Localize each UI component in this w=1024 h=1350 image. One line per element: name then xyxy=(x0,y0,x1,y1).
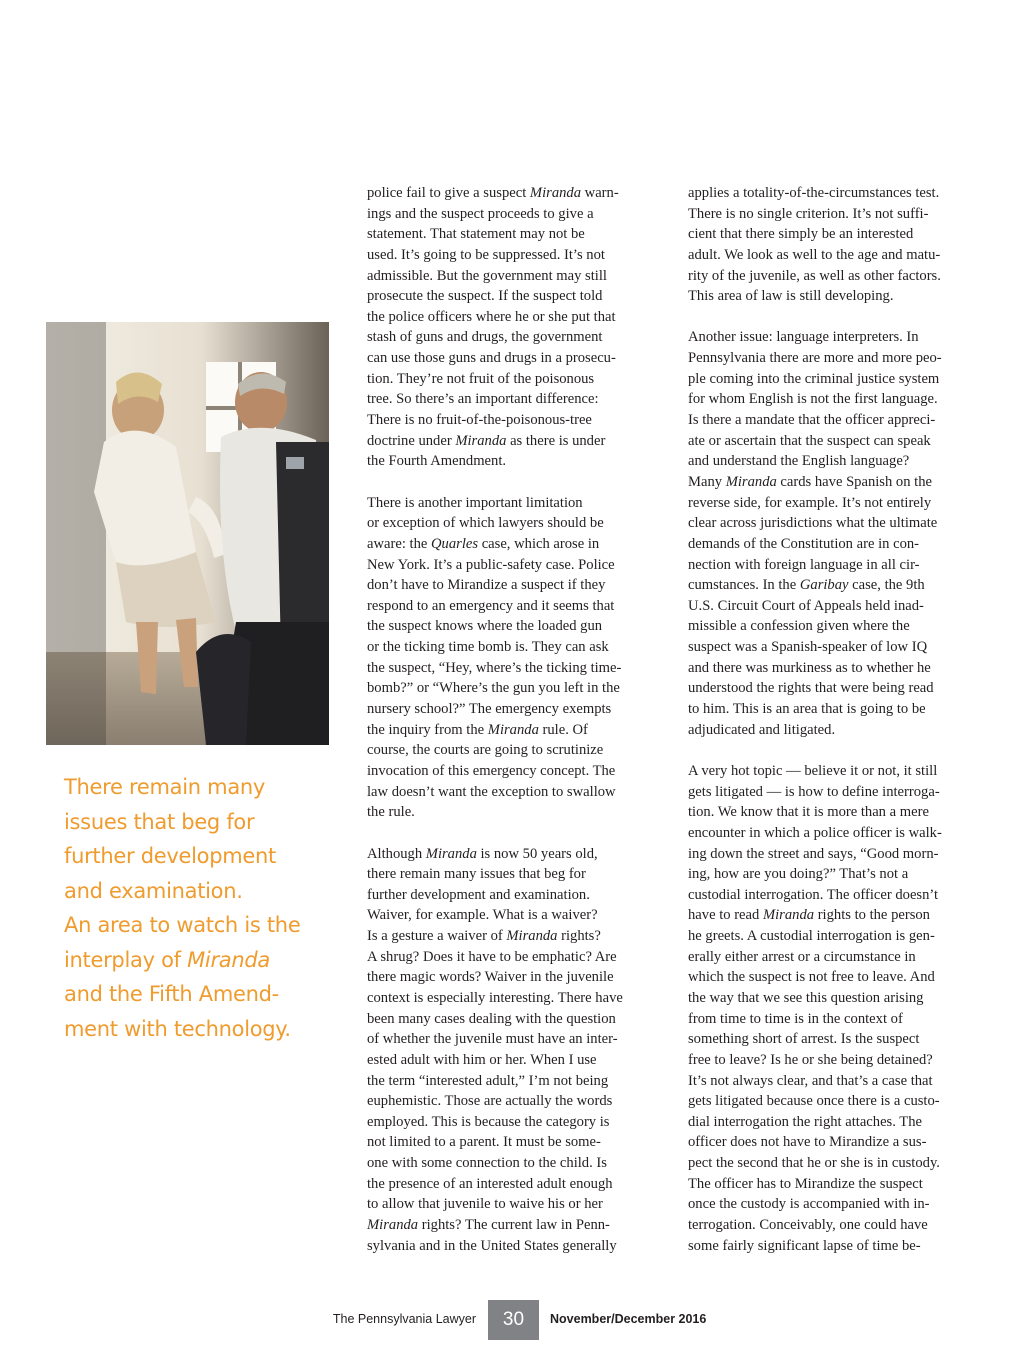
article-line xyxy=(367,1071,663,1092)
article-line xyxy=(688,513,984,534)
text-run: tion. We know that it is more than a mere xyxy=(688,804,929,821)
text-run: invocation of this emergency concept. The xyxy=(367,762,616,779)
pull-quote xyxy=(64,770,334,1046)
text-run: Although xyxy=(367,845,426,862)
text-run: rights to the person xyxy=(814,907,930,924)
article-line xyxy=(688,224,984,245)
article-line xyxy=(688,493,984,514)
text-run: terrogation. Conceivably, one could have xyxy=(688,1217,928,1234)
text-run: employed. This is because the category is xyxy=(367,1113,610,1130)
text-run: An area to watch is the xyxy=(64,913,301,937)
photo-interrogation-scene xyxy=(46,322,329,745)
text-run: The officer has to Mirandize the suspect xyxy=(688,1175,923,1192)
paragraph-break xyxy=(688,307,984,328)
article-line xyxy=(688,1153,984,1174)
text-run: ment with technology. xyxy=(64,1016,291,1041)
italic-term: Miranda xyxy=(529,185,581,201)
article-line xyxy=(688,389,984,410)
article-line xyxy=(688,926,984,947)
text-run: not limited to a parent. It must be some- xyxy=(367,1134,601,1151)
italic-term: Miranda xyxy=(506,928,558,945)
text-run: Waiver, for example. What is a waiver? xyxy=(367,907,598,924)
article-line xyxy=(688,1091,984,1112)
text-run: case, which arose in xyxy=(478,535,600,552)
article-line xyxy=(367,947,663,968)
text-run: and understand the English language? xyxy=(688,453,910,470)
article-line xyxy=(688,555,984,576)
article-line xyxy=(367,1132,663,1153)
article-line xyxy=(367,245,663,266)
text-run: and there was murkiness as to whether he xyxy=(688,659,931,676)
text-run: rity of the juvenile, as well as other factors. xyxy=(688,267,941,284)
text-run: course, the courts are going to scrutinize xyxy=(367,742,604,759)
article-line xyxy=(367,1050,663,1071)
text-run: adult. We look as well to the age and matu- xyxy=(688,246,941,263)
article-line xyxy=(688,637,984,658)
article-line xyxy=(367,451,663,472)
publication-name: The Pennsylvania Lawyer xyxy=(332,1312,476,1326)
article-line xyxy=(688,348,984,369)
text-run: the suspect, “Hey, where’s the ticking time- xyxy=(367,659,622,676)
text-run: used. It’s going to be suppressed. It’s not xyxy=(367,246,605,263)
article-line xyxy=(688,885,984,906)
text-run: cards have Spanish on the xyxy=(776,473,933,490)
text-run: interplay of xyxy=(64,947,188,972)
text-run: rights? The current law in Penn- xyxy=(418,1217,610,1234)
article-line xyxy=(367,431,663,452)
article-line xyxy=(688,1112,984,1133)
article-line xyxy=(688,596,984,617)
text-run: There is no single criterion. It’s not suffi- xyxy=(688,205,929,222)
paragraph-break xyxy=(688,740,984,761)
pull-quote-line xyxy=(64,805,334,840)
text-run: the presence of an interested adult enough xyxy=(367,1175,613,1192)
article-line xyxy=(367,266,663,287)
article-line xyxy=(688,451,984,472)
text-run: is now 50 years old, xyxy=(476,845,598,862)
text-run: the way that we see this question arising xyxy=(688,989,924,1006)
text-run: dial interrogation the right attaches. The xyxy=(688,1113,922,1130)
article-line xyxy=(688,1071,984,1092)
text-run: Another issue: language interpreters. In xyxy=(688,329,919,346)
text-run: admissible. But the government may still xyxy=(367,267,607,284)
article-line xyxy=(367,493,663,514)
article-line xyxy=(688,823,984,844)
text-run: gets litigated because once there is a custo- xyxy=(688,1093,940,1110)
article-line xyxy=(367,802,663,823)
text-run: rights? xyxy=(557,928,601,945)
text-run: sylvania and in the United States generally xyxy=(367,1237,617,1254)
text-run: demands of the Constitution are in con- xyxy=(688,535,920,552)
text-run: cumstances. In the xyxy=(688,577,800,594)
text-run: statement. That statement may not be xyxy=(367,226,585,243)
italic-term: Miranda xyxy=(455,432,507,449)
text-run: warn- xyxy=(581,185,619,201)
text-run: There is another important limitation xyxy=(367,494,583,511)
text-run: don’t have to Mirandize a suspect if they xyxy=(367,577,606,594)
article-line xyxy=(688,1132,984,1153)
article-line xyxy=(367,988,663,1009)
article-line xyxy=(688,678,984,699)
article-line xyxy=(688,245,984,266)
article-line xyxy=(367,183,663,204)
article-line xyxy=(367,637,663,658)
article-line xyxy=(688,1174,984,1195)
article-line xyxy=(688,1029,984,1050)
text-run: A very hot topic — believe it or not, it still xyxy=(688,762,938,779)
italic-term: Miranda xyxy=(725,473,777,490)
article-line xyxy=(367,327,663,348)
article-line xyxy=(688,1009,984,1030)
text-run: there remain many issues that beg for xyxy=(367,866,586,883)
text-run: free to leave? Is he or she being detained? xyxy=(688,1051,933,1068)
text-run: doctrine under xyxy=(367,432,456,449)
italic-term: Miranda xyxy=(187,947,270,972)
text-run: understood the rights that were being read xyxy=(688,680,934,697)
text-run: and the Fifth Amend- xyxy=(64,982,279,1006)
pull-quote-line xyxy=(64,874,334,909)
text-run: U.S. Circuit Court of Appeals held inad- xyxy=(688,597,924,614)
pull-quote-line xyxy=(64,770,334,805)
text-run: respond to an emergency and it seems that xyxy=(367,597,615,614)
article-line xyxy=(688,947,984,968)
article-line xyxy=(688,410,984,431)
article-line xyxy=(367,369,663,390)
article-line xyxy=(367,967,663,988)
page-footer xyxy=(0,1300,1024,1340)
article-line xyxy=(367,678,663,699)
text-run: applies a totality-of-the-circumstances test. xyxy=(688,185,940,201)
text-run: Is there a mandate that the officer appreci- xyxy=(688,412,936,429)
article-line xyxy=(688,1050,984,1071)
article-line xyxy=(688,844,984,865)
article-line xyxy=(367,1194,663,1215)
pull-quote-line xyxy=(64,977,334,1012)
article-column-1 xyxy=(367,183,663,1256)
article-line xyxy=(688,782,984,803)
text-run: pect the second that he or she is in custody. xyxy=(688,1155,940,1172)
article-line xyxy=(367,1174,663,1195)
text-run: police fail to give a suspect xyxy=(367,185,530,201)
paragraph-break xyxy=(367,823,663,844)
text-run: cient that there simply be an interested xyxy=(688,226,914,243)
text-run: to allow that juvenile to waive his or her xyxy=(367,1196,603,1213)
text-run: ple coming into the criminal justice system xyxy=(688,370,940,387)
text-run: the rule. xyxy=(367,804,415,821)
italic-term: Miranda xyxy=(762,907,815,924)
text-run: clear across jurisdictions what the ultimate xyxy=(688,515,938,532)
text-run: the police officers where he or she put that xyxy=(367,308,616,325)
article-line xyxy=(688,369,984,390)
italic-term: Miranda xyxy=(425,845,477,862)
text-run: erally either arrest or a circumstance in xyxy=(688,948,916,965)
article-line xyxy=(367,761,663,782)
text-run: law doesn’t want the exception to swallow xyxy=(367,783,616,800)
text-run: A shrug? Does it have to be emphatic? Are xyxy=(367,948,617,965)
text-run: ings and the suspect proceeds to give a xyxy=(367,205,594,222)
article-line xyxy=(688,864,984,885)
article-line xyxy=(367,204,663,225)
article-line xyxy=(367,596,663,617)
article-line xyxy=(367,616,663,637)
pull-quote-line xyxy=(64,839,334,874)
pull-quote-line xyxy=(64,943,334,978)
article-line xyxy=(367,348,663,369)
text-run: stash of guns and drugs, the government xyxy=(367,329,603,346)
article-column-2 xyxy=(688,183,984,1256)
text-run: to him. This is an area that is going to be xyxy=(688,701,926,718)
article-line xyxy=(367,1029,663,1050)
article-line xyxy=(688,286,984,307)
article-line xyxy=(367,720,663,741)
text-run: or exception of which lawyers should be xyxy=(367,515,604,532)
italic-term: Miranda xyxy=(487,721,539,738)
text-run: custodial interrogation. The officer doesn’t xyxy=(688,886,939,903)
article-line xyxy=(688,658,984,679)
article-line xyxy=(688,988,984,1009)
text-run: bomb?” or “Where’s the gun you left in the xyxy=(367,680,620,697)
article-line xyxy=(367,844,663,865)
article-line xyxy=(688,802,984,823)
article-line xyxy=(367,575,663,596)
article-line xyxy=(688,534,984,555)
article-line xyxy=(688,204,984,225)
article-line xyxy=(367,286,663,307)
article-line xyxy=(367,905,663,926)
italic-term: Garibay xyxy=(799,577,849,594)
text-run: one with some connection to the child. Is xyxy=(367,1155,607,1172)
text-run: euphemistic. Those are actually the words xyxy=(367,1093,613,1110)
text-run: the Fourth Amendment. xyxy=(367,453,507,470)
italic-term: Quarles xyxy=(431,535,479,552)
article-line xyxy=(367,1215,663,1236)
text-run: Many xyxy=(688,473,726,490)
text-run: something short of arrest. Is the suspect xyxy=(688,1031,920,1048)
text-run: encounter in which a police officer is walk- xyxy=(688,824,942,841)
text-run: There remain many xyxy=(64,775,266,799)
text-run: which the suspect is not free to leave. And xyxy=(688,969,935,986)
text-run: suspect was a Spanish-speaker of low IQ xyxy=(688,639,928,656)
text-run: rule. Of xyxy=(538,721,588,738)
text-run: tion. They’re not fruit of the poisonous xyxy=(367,370,595,387)
article-line xyxy=(367,885,663,906)
article-line xyxy=(688,327,984,348)
italic-term: Miranda xyxy=(367,1217,419,1234)
text-run: or the ticking time bomb is. They can ask xyxy=(367,639,609,656)
text-run: gets litigated — is how to define interroga- xyxy=(688,783,940,800)
pull-quote-line xyxy=(64,908,334,943)
article-line xyxy=(367,224,663,245)
text-run: once the custody is accompanied with in- xyxy=(688,1196,930,1213)
text-run: the inquiry from the xyxy=(367,721,488,738)
text-run: There is no fruit-of-the-poisonous-tree xyxy=(367,412,592,429)
text-run: have to read xyxy=(688,907,763,924)
text-run: tree. So there’s an important difference: xyxy=(367,391,599,408)
article-line xyxy=(688,1236,984,1257)
text-run: New York. It’s a public-safety case. Police xyxy=(367,556,615,573)
article-line xyxy=(688,616,984,637)
article-line xyxy=(367,864,663,885)
article-line xyxy=(688,905,984,926)
text-run: as there is under xyxy=(506,432,606,449)
text-run: the term “interested adult,” I’m not being xyxy=(367,1072,609,1089)
article-line xyxy=(367,740,663,761)
article-line xyxy=(688,967,984,988)
text-run: the suspect knows where the loaded gun xyxy=(367,618,603,635)
article-line xyxy=(367,1236,663,1257)
text-run: some fairly significant lapse of time be- xyxy=(688,1237,921,1254)
text-run: of whether the juvenile must have an inter- xyxy=(367,1031,618,1048)
text-run: adjudicated and litigated. xyxy=(688,721,836,738)
text-run: been many cases dealing with the question xyxy=(367,1010,616,1027)
article-line xyxy=(688,1215,984,1236)
article-line xyxy=(367,513,663,534)
article-line xyxy=(367,699,663,720)
text-run: ing, how are you doing?” That’s not a xyxy=(688,866,909,883)
article-line xyxy=(688,183,984,204)
article-line xyxy=(688,266,984,287)
article-line xyxy=(688,472,984,493)
text-run: Is a gesture a waiver of xyxy=(367,928,507,945)
article-line xyxy=(367,1153,663,1174)
article-line xyxy=(688,699,984,720)
text-run: case, the 9th xyxy=(848,577,925,594)
text-run: context is especially interesting. There have xyxy=(367,989,623,1006)
issue-date: November/December 2016 xyxy=(550,1312,707,1326)
text-run: aware: the xyxy=(367,535,432,552)
text-run: ested adult with him or her. When I use xyxy=(367,1051,597,1068)
text-run: and examination. xyxy=(64,878,243,903)
text-run: from time to time is in the context of xyxy=(688,1010,903,1027)
article-line xyxy=(367,1112,663,1133)
text-run: can use those guns and drugs in a prosecu- xyxy=(367,350,616,367)
text-run: ing down the street and says, “Good morn- xyxy=(688,845,939,862)
article-line xyxy=(367,389,663,410)
paragraph-break xyxy=(367,472,663,493)
text-run: there magic words? Waiver in the juvenile xyxy=(367,969,614,986)
article-line xyxy=(688,761,984,782)
article-line xyxy=(367,410,663,431)
article-line xyxy=(367,1009,663,1030)
text-run: he greets. A custodial interrogation is gen- xyxy=(688,928,935,945)
text-run: issues that beg for xyxy=(64,809,255,834)
text-run: officer does not have to Mirandize a sus- xyxy=(688,1134,927,1151)
article-line xyxy=(688,575,984,596)
article-line xyxy=(688,431,984,452)
text-run: This area of law is still developing. xyxy=(688,288,894,305)
pull-quote-line xyxy=(64,1012,334,1047)
article-line xyxy=(367,1091,663,1112)
text-run: missible a confession given where the xyxy=(688,618,910,635)
article-line xyxy=(367,534,663,555)
text-run: reverse side, for example. It’s not entirely xyxy=(688,494,932,511)
text-run: prosecute the suspect. If the suspect told xyxy=(367,288,603,305)
text-run: It’s not always clear, and that’s a case that xyxy=(688,1072,933,1089)
article-line xyxy=(367,658,663,679)
text-run: nursery school?” The emergency exempts xyxy=(367,701,612,718)
article-line xyxy=(367,782,663,803)
article-line xyxy=(688,1194,984,1215)
text-run: ate or ascertain that the suspect can speak xyxy=(688,432,931,449)
article-line xyxy=(688,720,984,741)
article-line xyxy=(367,307,663,328)
page-number: 30 xyxy=(488,1300,539,1340)
article-line xyxy=(367,555,663,576)
article-line xyxy=(367,926,663,947)
text-run: further development and examination. xyxy=(367,886,590,903)
text-run: nection with foreign language in all cir- xyxy=(688,556,920,573)
text-run: further development xyxy=(64,844,276,868)
text-run: for whom English is not the first language. xyxy=(688,391,938,408)
text-run: Pennsylvania there are more and more peo- xyxy=(688,350,942,367)
